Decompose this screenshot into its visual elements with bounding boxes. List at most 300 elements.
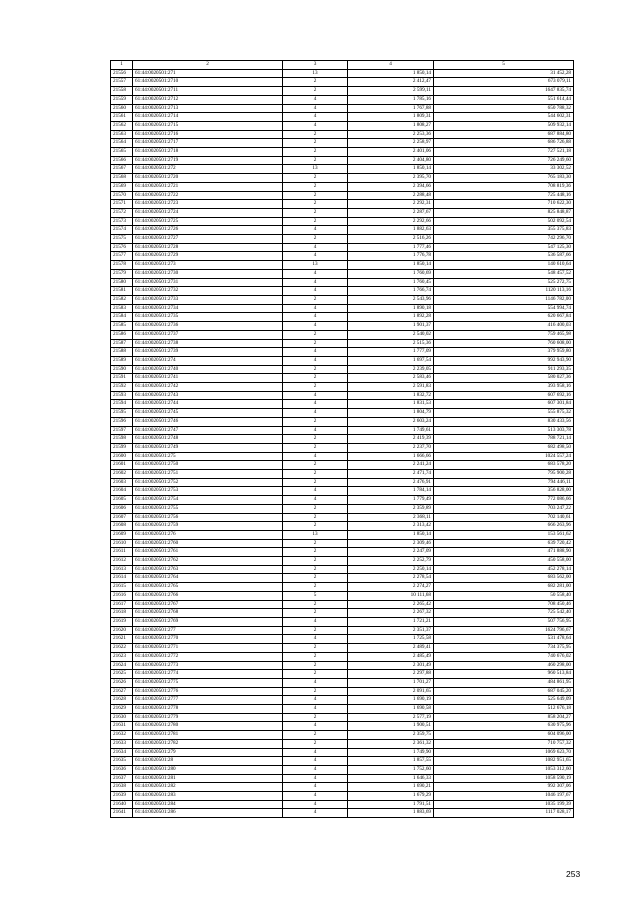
cadastral-number-cell: 61:44:0020501:274	[133, 356, 283, 365]
category-cell: 4	[283, 792, 348, 801]
rate-cell: 1 767,88	[348, 104, 434, 113]
value-cell: 544 602,31	[434, 113, 574, 122]
table-row	[111, 670, 574, 679]
rate-cell: 1 850,14	[348, 530, 434, 539]
cadastral-number-cell: 61:44:0020501:2771	[133, 644, 283, 653]
cadastral-number-cell: 61:44:0020501:2743	[133, 391, 283, 400]
category-cell: 4	[283, 705, 348, 714]
cadastral-number-cell: 61:44:0020501:2769	[133, 618, 283, 627]
value-cell: 1117 028,17	[434, 809, 574, 818]
value-cell: 727 521,18	[434, 148, 574, 157]
cadastral-number-cell: 61:44:0020501:2762	[133, 557, 283, 566]
category-cell: 2	[283, 478, 348, 487]
rate-cell: 1 749,61	[348, 426, 434, 435]
header-col-5: 5	[434, 61, 574, 70]
value-cell: 536 587,66	[434, 252, 574, 261]
rate-cell: 1 890,18	[348, 304, 434, 313]
value-cell: 734 375,95	[434, 644, 574, 653]
value-cell: 450 558,00	[434, 557, 574, 566]
value-cell: 525 272,75	[434, 278, 574, 287]
header-col-1: 1	[111, 61, 133, 70]
table-row	[111, 409, 574, 418]
row-index-cell: 21605	[111, 496, 133, 505]
category-cell: 2	[283, 670, 348, 679]
rate-cell: 1 809,31	[348, 113, 434, 122]
row-index-cell: 21640	[111, 800, 133, 809]
rate-cell: 2 091,65	[348, 687, 434, 696]
cadastral-number-cell: 61:44:0020501:2779	[133, 713, 283, 722]
value-cell: 379 959,80	[434, 348, 574, 357]
rate-cell: 2 591,83	[348, 383, 434, 392]
row-index-cell: 21589	[111, 356, 133, 365]
category-cell: 4	[283, 452, 348, 461]
category-cell: 4	[283, 800, 348, 809]
value-cell: 1058 590,19	[434, 774, 574, 783]
rate-cell: 2 394,66	[348, 182, 434, 191]
rate-cell: 2 241,24	[348, 461, 434, 470]
value-cell: 604 096,00	[434, 731, 574, 740]
cadastral-number-cell: 61:44:0020501:2710	[133, 78, 283, 87]
row-index-cell: 21616	[111, 591, 133, 600]
rate-cell: 1 725,58	[348, 635, 434, 644]
category-cell: 4	[283, 426, 348, 435]
cadastral-number-cell: 61:44:0020501:2765	[133, 583, 283, 592]
header-col-4: 4	[348, 61, 434, 70]
rate-cell: 2 253,36	[348, 130, 434, 139]
row-index-cell: 21592	[111, 383, 133, 392]
category-cell: 2	[283, 504, 348, 513]
value-cell: 502 092,54	[434, 217, 574, 226]
table-row	[111, 226, 574, 235]
cadastral-number-cell: 61:44:0020501:2761	[133, 548, 283, 557]
category-cell: 5	[283, 591, 348, 600]
rate-cell: 1 901,37	[348, 322, 434, 331]
rate-cell: 2 516,26	[348, 235, 434, 244]
table-row	[111, 156, 574, 165]
table-row	[111, 461, 574, 470]
category-cell: 4	[283, 252, 348, 261]
cadastral-number-cell: 61:44:0020501:286	[133, 809, 283, 818]
value-cell: 682 281,00	[434, 583, 574, 592]
category-cell: 2	[283, 295, 348, 304]
table-row	[111, 600, 574, 609]
row-index-cell: 21601	[111, 461, 133, 470]
rate-cell: 1 900,51	[348, 722, 434, 731]
value-cell: 484 861,95	[434, 678, 574, 687]
table-row	[111, 757, 574, 766]
value-cell: 630 975,96	[434, 722, 574, 731]
rate-cell: 2 239,05	[348, 365, 434, 374]
cadastral-number-cell: 61:44:0020501:279	[133, 748, 283, 757]
table-row	[111, 200, 574, 209]
category-cell: 2	[283, 513, 348, 522]
value-cell: 1035 199,39	[434, 800, 574, 809]
row-index-cell: 21609	[111, 530, 133, 539]
value-cell: 355 375,83	[434, 226, 574, 235]
row-index-cell: 21620	[111, 626, 133, 635]
value-cell: 673 079,11	[434, 78, 574, 87]
cadastral-number-cell: 61:44:0020501:2742	[133, 383, 283, 392]
table-row	[111, 696, 574, 705]
rate-cell: 1 679,29	[348, 792, 434, 801]
value-cell: 507 756,95	[434, 618, 574, 627]
table-row	[111, 95, 574, 104]
value-cell: 740 676,02	[434, 652, 574, 661]
cadastral-number-cell: 61:44:0020501:2722	[133, 191, 283, 200]
rate-cell: 1 784,14	[348, 487, 434, 496]
category-cell: 2	[283, 583, 348, 592]
rate-cell: 1 832,72	[348, 391, 434, 400]
category-cell: 2	[283, 435, 348, 444]
row-index-cell: 21568	[111, 174, 133, 183]
value-cell: 512 676,18	[434, 705, 574, 714]
category-cell: 13	[283, 530, 348, 539]
row-index-cell: 21596	[111, 417, 133, 426]
value-cell: 710 757,32	[434, 739, 574, 748]
rate-cell: 1 690,21	[348, 783, 434, 792]
table-row	[111, 261, 574, 270]
value-cell: 666 263,96	[434, 522, 574, 531]
cadastral-number-cell: 61:44:0020501:2745	[133, 409, 283, 418]
row-index-cell: 21636	[111, 765, 133, 774]
cadastral-number-cell: 61:44:0020501:2782	[133, 739, 283, 748]
category-cell: 2	[283, 609, 348, 618]
category-cell: 2	[283, 78, 348, 87]
category-cell: 4	[283, 121, 348, 130]
table-row	[111, 330, 574, 339]
row-index-cell: 21583	[111, 304, 133, 313]
value-cell: 620 667,84	[434, 313, 574, 322]
table-row	[111, 583, 574, 592]
row-index-cell: 21586	[111, 330, 133, 339]
cadastral-number-cell: 61:44:0020501:2720	[133, 174, 283, 183]
table-row	[111, 148, 574, 157]
row-index-cell: 21610	[111, 539, 133, 548]
table-row	[111, 313, 574, 322]
table-row	[111, 800, 574, 809]
table-row	[111, 435, 574, 444]
value-cell: 580 027,36	[434, 374, 574, 383]
cadastral-number-cell: 61:44:0020501:2747	[133, 426, 283, 435]
row-index-cell: 21595	[111, 409, 133, 418]
category-cell: 2	[283, 644, 348, 653]
rate-cell: 2 292,66	[348, 217, 434, 226]
rate-cell: 2 412,47	[348, 78, 434, 87]
value-cell: 33 302,52	[434, 165, 574, 174]
rate-cell: 1 831,53	[348, 400, 434, 409]
row-index-cell: 21587	[111, 339, 133, 348]
rate-cell: 2 577,19	[348, 713, 434, 722]
cadastral-number-cell: 61:44:0020501:2768	[133, 609, 283, 618]
value-cell: 1053 312,60	[434, 765, 574, 774]
cadastral-number-cell: 61:44:0020501:2744	[133, 400, 283, 409]
cadastral-number-cell: 61:44:0020501:2746	[133, 417, 283, 426]
table-row	[111, 722, 574, 731]
row-index-cell: 21608	[111, 522, 133, 531]
rate-cell: 2 599,11	[348, 87, 434, 96]
rate-cell: 2 313,42	[348, 522, 434, 531]
cadastral-number-cell: 61:44:0020501:2713	[133, 104, 283, 113]
category-cell: 4	[283, 278, 348, 287]
table-row	[111, 295, 574, 304]
rate-cell: 2 252,79	[348, 557, 434, 566]
rate-cell: 2 419,39	[348, 435, 434, 444]
table-row	[111, 635, 574, 644]
value-cell: 682 498,50	[434, 443, 574, 452]
row-index-cell: 21557	[111, 78, 133, 87]
row-index-cell: 21618	[111, 609, 133, 618]
cadastral-number-cell: 61:44:0020501:2752	[133, 478, 283, 487]
row-index-cell: 21585	[111, 322, 133, 331]
cadastral-number-cell: 61:44:0020501:2753	[133, 487, 283, 496]
category-cell: 2	[283, 130, 348, 139]
table-row	[111, 235, 574, 244]
row-index-cell: 21574	[111, 226, 133, 235]
row-index-cell: 21624	[111, 661, 133, 670]
row-index-cell: 21625	[111, 670, 133, 679]
cadastral-table	[110, 60, 574, 818]
cadastral-number-cell: 61:44:0020501:271	[133, 69, 283, 78]
category-cell: 4	[283, 757, 348, 766]
value-cell: 742 296,70	[434, 235, 574, 244]
table-row	[111, 130, 574, 139]
category-cell: 4	[283, 487, 348, 496]
value-cell: 555 875,32	[434, 409, 574, 418]
table-row	[111, 287, 574, 296]
category-cell: 4	[283, 287, 348, 296]
category-cell: 4	[283, 391, 348, 400]
table-row	[111, 400, 574, 409]
cadastral-number-cell: 61:44:0020501:2750	[133, 461, 283, 470]
rate-cell: 1 808,27	[348, 121, 434, 130]
category-cell: 4	[283, 635, 348, 644]
rate-cell: 2 543,96	[348, 295, 434, 304]
rate-cell: 2 292,31	[348, 200, 434, 209]
category-cell: 4	[283, 678, 348, 687]
table-row	[111, 687, 574, 696]
value-cell: 50 558,40	[434, 591, 574, 600]
row-index-cell: 21617	[111, 600, 133, 609]
row-index-cell: 21566	[111, 156, 133, 165]
rate-cell: 1 777,46	[348, 243, 434, 252]
rate-cell: 1 701,27	[348, 678, 434, 687]
table-row	[111, 269, 574, 278]
table-row	[111, 739, 574, 748]
table-row	[111, 391, 574, 400]
cadastral-number-cell: 61:44:0020501:2741	[133, 374, 283, 383]
value-cell: 551 614,44	[434, 95, 574, 104]
rate-cell: 1 791,51	[348, 800, 434, 809]
category-cell: 2	[283, 661, 348, 670]
category-cell: 2	[283, 148, 348, 157]
value-cell: 726 249,60	[434, 156, 574, 165]
value-cell: 531 478,64	[434, 635, 574, 644]
category-cell: 2	[283, 208, 348, 217]
rate-cell: 2 368,11	[348, 513, 434, 522]
category-cell: 4	[283, 243, 348, 252]
row-index-cell: 21630	[111, 713, 133, 722]
value-cell: 825 848,87	[434, 208, 574, 217]
category-cell: 4	[283, 95, 348, 104]
category-cell: 4	[283, 104, 348, 113]
rate-cell: 1 760,45	[348, 278, 434, 287]
cadastral-number-cell: 61:44:0020501:2770	[133, 635, 283, 644]
table-row	[111, 165, 574, 174]
table-row	[111, 652, 574, 661]
row-index-cell: 21567	[111, 165, 133, 174]
row-index-cell: 21573	[111, 217, 133, 226]
row-index-cell: 21582	[111, 295, 133, 304]
value-cell: 393 958,16	[434, 383, 574, 392]
row-index-cell: 21577	[111, 252, 133, 261]
table-row	[111, 713, 574, 722]
row-index-cell: 21615	[111, 583, 133, 592]
rate-cell: 2 288,48	[348, 191, 434, 200]
category-cell: 2	[283, 200, 348, 209]
value-cell: 830 433,56	[434, 417, 574, 426]
cadastral-number-cell: 61:44:0020501:2730	[133, 269, 283, 278]
table-row	[111, 191, 574, 200]
value-cell: 911 293,35	[434, 365, 574, 374]
cadastral-number-cell: 61:44:0020501:2740	[133, 365, 283, 374]
table-row	[111, 731, 574, 740]
table-row	[111, 548, 574, 557]
rate-cell: 2 540,02	[348, 330, 434, 339]
table-row	[111, 557, 574, 566]
table-row	[111, 322, 574, 331]
table-row	[111, 626, 574, 635]
rate-cell: 2 583,46	[348, 374, 434, 383]
rate-cell: 1 883,69	[348, 809, 434, 818]
table-row	[111, 452, 574, 461]
table-row	[111, 705, 574, 714]
rate-cell: 2 297,88	[348, 670, 434, 679]
value-cell: 31 452,28	[434, 69, 574, 78]
cadastral-number-cell: 61:44:0020501:2733	[133, 295, 283, 304]
value-cell: 1146 782,00	[434, 295, 574, 304]
category-cell: 2	[283, 713, 348, 722]
rate-cell: 2 361,32	[348, 739, 434, 748]
cadastral-number-cell: 61:44:0020501:2737	[133, 330, 283, 339]
value-cell: 547 125,30	[434, 243, 574, 252]
cadastral-number-cell: 61:44:0020501:2778	[133, 705, 283, 714]
rate-cell: 1 777,09	[348, 348, 434, 357]
cadastral-number-cell: 61:44:0020501:2781	[133, 731, 283, 740]
cadastral-number-cell: 61:44:0020501:2711	[133, 87, 283, 96]
category-cell: 4	[283, 618, 348, 627]
row-index-cell: 21628	[111, 696, 133, 705]
rate-cell: 2 603,24	[348, 417, 434, 426]
cadastral-number-cell: 61:44:0020501:2764	[133, 574, 283, 583]
row-index-cell: 21559	[111, 95, 133, 104]
cadastral-number-cell: 61:44:0020501:2726	[133, 226, 283, 235]
cadastral-number-cell: 61:44:0020501:2716	[133, 130, 283, 139]
table-row	[111, 774, 574, 783]
cadastral-number-cell: 61:44:0020501:2712	[133, 95, 283, 104]
category-cell: 4	[283, 765, 348, 774]
cadastral-number-cell: 61:44:0020501:2763	[133, 565, 283, 574]
row-index-cell: 21563	[111, 130, 133, 139]
rate-cell: 1 785,16	[348, 95, 434, 104]
row-index-cell: 21594	[111, 400, 133, 409]
value-cell: 548 457,52	[434, 269, 574, 278]
row-index-cell: 21572	[111, 208, 133, 217]
value-cell: 513 303,78	[434, 426, 574, 435]
rate-cell: 2 351,37	[348, 626, 434, 635]
row-index-cell: 21575	[111, 235, 133, 244]
value-cell: 140 610,64	[434, 261, 574, 270]
value-cell: 772 086,66	[434, 496, 574, 505]
category-cell: 13	[283, 165, 348, 174]
cadastral-number-cell: 61:44:0020501:2735	[133, 313, 283, 322]
cadastral-number-cell: 61:44:0020501:2728	[133, 243, 283, 252]
row-index-cell: 21576	[111, 243, 133, 252]
rate-cell: 2 274,27	[348, 583, 434, 592]
category-cell: 4	[283, 783, 348, 792]
category-cell: 2	[283, 191, 348, 200]
cadastral-number-cell: 61:44:0020501:272	[133, 165, 283, 174]
cadastral-number-cell: 61:44:0020501:273	[133, 261, 283, 270]
rate-cell: 1 766,74	[348, 287, 434, 296]
category-cell: 2	[283, 739, 348, 748]
table-row	[111, 678, 574, 687]
rate-cell: 2 489,41	[348, 644, 434, 653]
row-index-cell: 21603	[111, 478, 133, 487]
row-index-cell: 21614	[111, 574, 133, 583]
page-number: 253	[566, 869, 581, 879]
rate-cell: 1 760,69	[348, 269, 434, 278]
table-row	[111, 504, 574, 513]
table-row	[111, 644, 574, 653]
cadastral-number-cell: 61:44:0020501:2723	[133, 200, 283, 209]
table-row	[111, 339, 574, 348]
category-cell: 4	[283, 113, 348, 122]
cadastral-number-cell: 61:44:0020501:2719	[133, 156, 283, 165]
category-cell: 2	[283, 461, 348, 470]
row-index-cell: 21599	[111, 443, 133, 452]
row-index-cell: 21612	[111, 557, 133, 566]
category-cell: 2	[283, 235, 348, 244]
rate-cell: 2 247,09	[348, 548, 434, 557]
row-index-cell: 21581	[111, 287, 133, 296]
category-cell: 2	[283, 539, 348, 548]
row-index-cell: 21571	[111, 200, 133, 209]
row-index-cell: 21564	[111, 139, 133, 148]
row-index-cell: 21604	[111, 487, 133, 496]
cadastral-number-cell: 61:44:0020501:2718	[133, 148, 283, 157]
cadastral-number-cell: 61:44:0020501:280	[133, 765, 283, 774]
category-cell: 4	[283, 809, 348, 818]
rate-cell: 10 111,68	[348, 591, 434, 600]
value-cell: 725 542,40	[434, 609, 574, 618]
cadastral-number-cell: 61:44:0020501:281	[133, 774, 283, 783]
cadastral-number-cell: 61:44:0020501:2760	[133, 539, 283, 548]
cadastral-number-cell: 61:44:0020501:2721	[133, 182, 283, 191]
category-cell: 2	[283, 731, 348, 740]
value-cell: 858 204,27	[434, 713, 574, 722]
category-cell: 2	[283, 574, 348, 583]
value-cell: 725 448,16	[434, 191, 574, 200]
value-cell: 554 994,74	[434, 304, 574, 313]
header-col-3: 3	[283, 61, 348, 70]
category-cell: 4	[283, 322, 348, 331]
table-row	[111, 530, 574, 539]
table-row	[111, 252, 574, 261]
category-cell: 4	[283, 400, 348, 409]
cadastral-number-cell: 61:44:0020501:2732	[133, 287, 283, 296]
cadastral-number-cell: 61:44:0020501:2772	[133, 652, 283, 661]
row-index-cell: 21578	[111, 261, 133, 270]
